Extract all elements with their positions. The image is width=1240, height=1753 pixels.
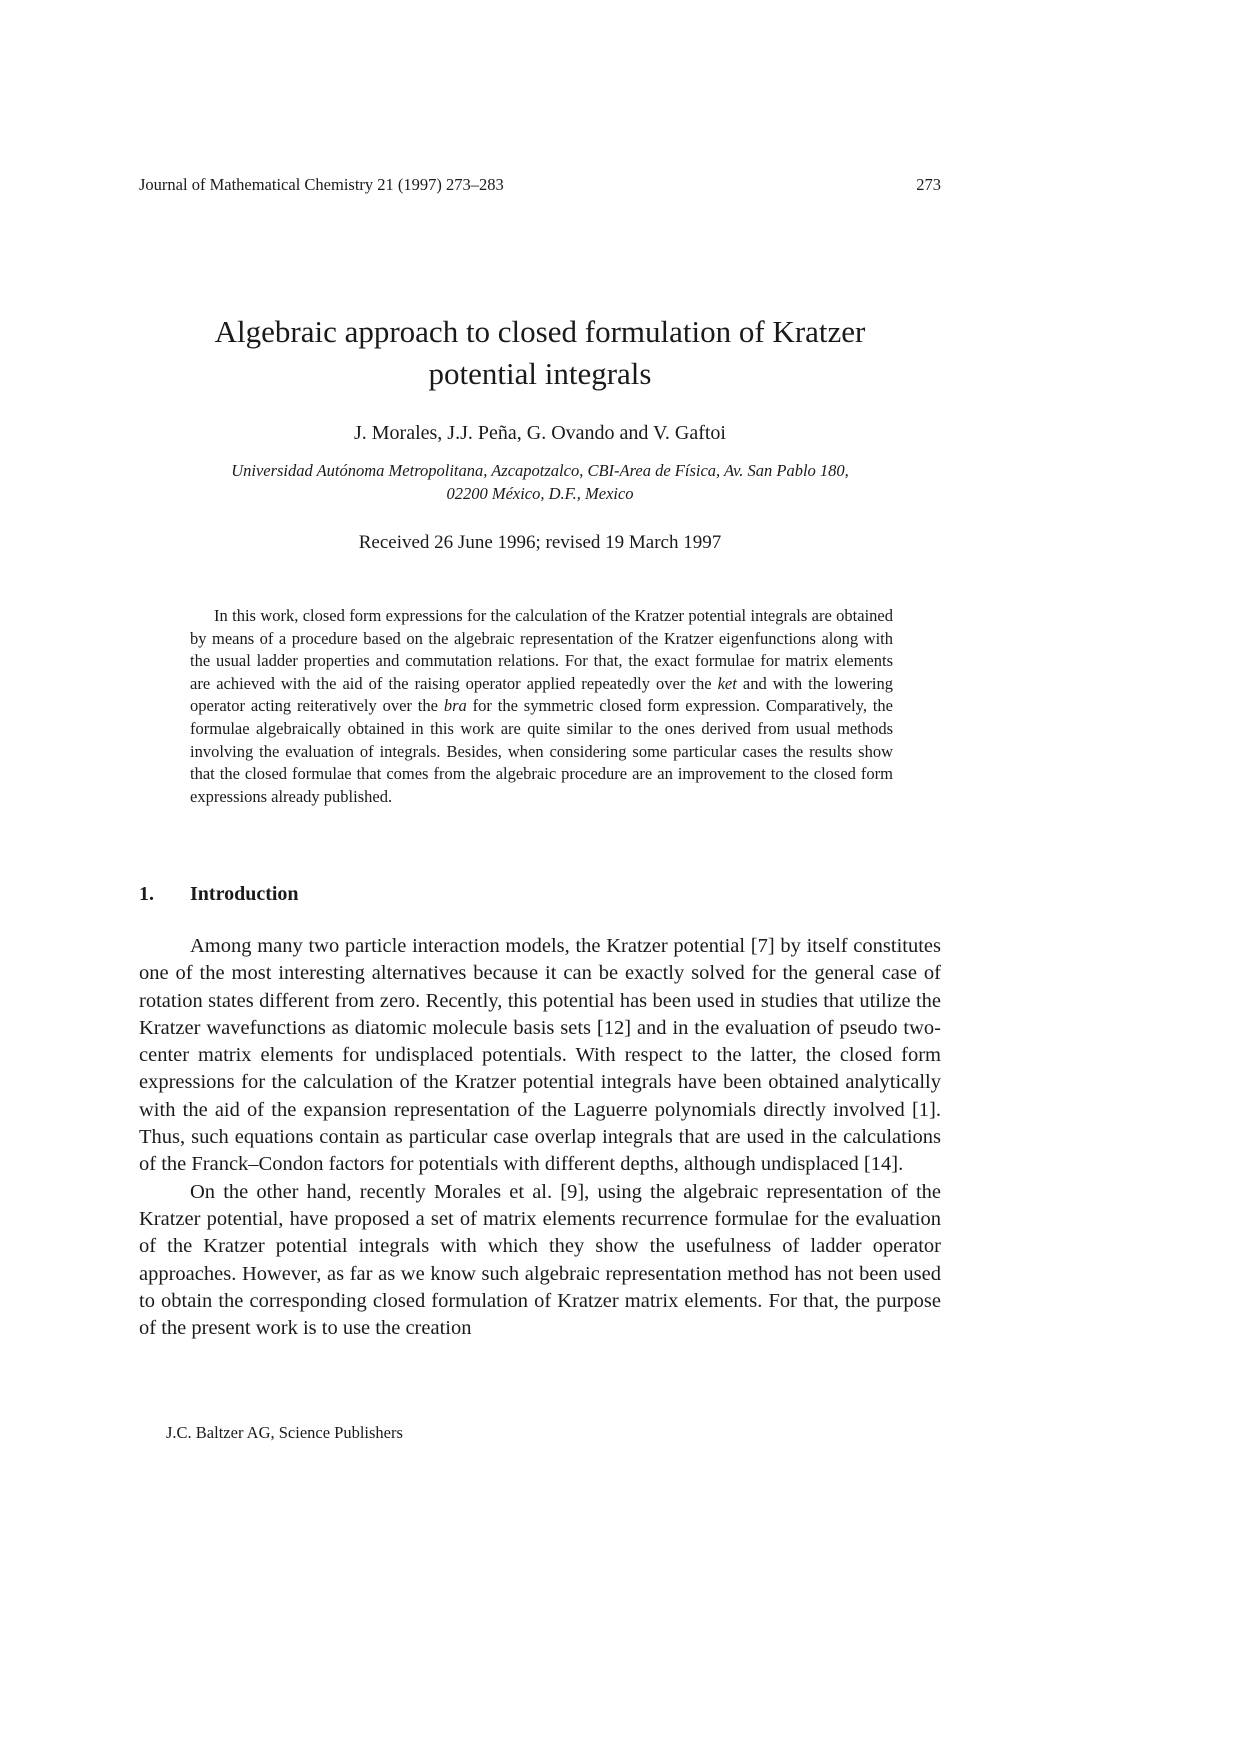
abstract: [190, 605, 893, 808]
affiliation: [139, 459, 941, 505]
affiliation-line: Universidad Autónoma Metropolitana, Azcapotzalco, CBI-Area de Física, Av. San Pablo 180,: [231, 461, 849, 480]
paragraph: Among many two particle interaction models, the Kratzer potential [7] by itself constitutes one of the most interesting alternatives because it can be exactly solved for the general case of rotation states different from zero. Recently, this potential has been used in studies that utilize the Kratzer wavefunctions as diatomic molecule basis sets [12] and in the evaluation of pseudo two-center matrix elements for undisplaced potentials. With respect to the latter, the closed form expressions for the calculation of the Kratzer potential integrals have been obtained analytically with the aid of the expansion representation of the Laguerre polynomials directly involved [1]. Thus, such equations contain as particular case overlap integrals that are used in the calculations of the Franck–Condon factors for potentials with different depths, although undisplaced [14].: [139, 935, 941, 1176]
received-dates: Received 26 June 1996; revised 19 March 1997: [358, 532, 722, 553]
section-number: 1.: [139, 883, 154, 905]
title-line: Algebraic approach to closed formulation of Kratzer: [214, 314, 866, 349]
author-list: J. Morales, J.J. Peña, G. Ovando and V. Gaftoi: [353, 422, 726, 444]
title-line: potential integrals: [428, 356, 652, 391]
abstract-text: In this work, closed form expressions for the calculation of the Kratzer potential integrals are obtained by means of a procedure based on the algebraic representation of the Kratzer eigenfunctions along with the usual ladder properties and commutation relations. For that, the exact formulae for matrix elements are achieved with the aid of the raising operator applied repeatedly over the: [190, 606, 893, 693]
abstract-text: and with the lowering operator acting reiteratively over the: [190, 673, 893, 716]
section-title: Introduction: [190, 883, 299, 905]
paragraph: On the other hand, recently Morales et al. [9], using the algebraic representation of the Kratzer potential, have proposed a set of matrix elements recurrence formulae for the evaluation of the Kratzer potential integrals with which they show the usefulness of ladder operator approaches. However, as far as we know such algebraic representation method has not been used to obtain the corresponding closed formulation of Kratzer matrix elements. For that, the purpose of the present work is to use the creation: [139, 1180, 941, 1340]
abstract-text: for the symmetric closed form expression. Comparatively, the formulae algebraically obtained in this work are quite similar to the ones derived from usual methods involving the evaluation of integrals. Besides, when considering some particular cases the results show that the closed formulae that comes from the algebraic procedure are an improvement to the closed form expressions already published.: [190, 696, 893, 806]
body-text: [139, 933, 941, 1342]
abstract-emphasis: bra: [443, 696, 467, 716]
publisher-footer: J.C. Baltzer AG, Science Publishers: [166, 1423, 403, 1442]
journal-reference: Journal of Mathematical Chemistry 21 (1997) 273–283: [139, 175, 504, 194]
abstract-emphasis: ket: [717, 673, 737, 693]
running-head: [139, 175, 941, 195]
paper-title: [139, 311, 941, 395]
affiliation-line: 02200 México, D.F., Mexico: [446, 484, 634, 503]
page-number: 273: [916, 175, 941, 194]
section-heading: [139, 883, 299, 906]
